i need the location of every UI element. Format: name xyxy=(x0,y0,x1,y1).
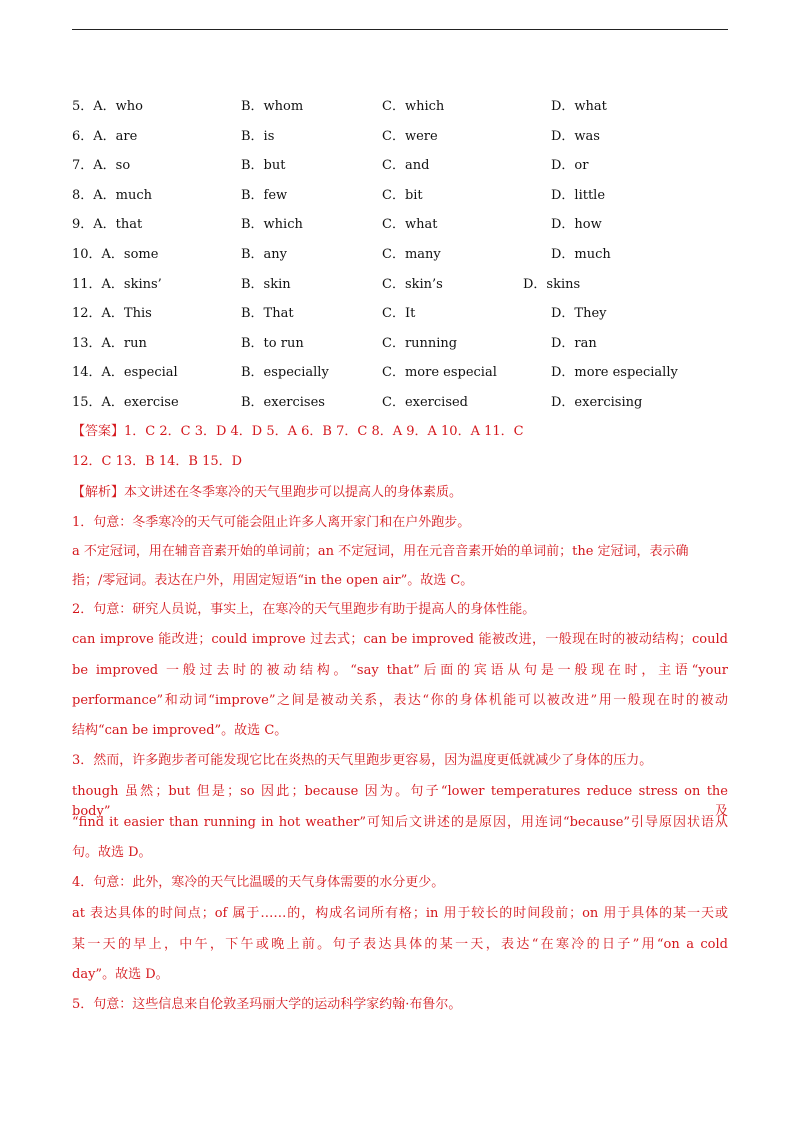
q2-meaning: 2．句意：研究人员说，事实上，在寒冷的天气里跑步有助于提高人的身体性能。 xyxy=(72,602,536,617)
option-row-9 xyxy=(72,210,728,240)
option-b: B．That xyxy=(241,306,294,322)
option-a: 8．A．much xyxy=(72,187,153,203)
analysis-intro: 【解析】本文讲述在冬季寒冷的天气里跑步可以提高人的身体素质。 xyxy=(72,485,463,500)
option-b: B．but xyxy=(241,158,286,174)
option-d: D．They xyxy=(551,306,607,322)
option-b: B．which xyxy=(241,217,303,233)
option-b: B．few xyxy=(241,187,288,203)
option-row-8 xyxy=(72,181,728,211)
option-d: D．ran xyxy=(551,335,597,351)
option-c: C．and xyxy=(382,158,430,174)
option-d: D．or xyxy=(551,158,589,174)
option-a: 6．A．are xyxy=(72,128,138,144)
answer-line-2: 12．C 13．B 14．B 15．D xyxy=(72,454,243,469)
q3-explain-1: though 虽然；but 但是；so 因此；because 因为。句子“lower temperatures reduce stress on the body”及 xyxy=(72,784,728,819)
option-b: B．to run xyxy=(241,335,304,351)
option-a: 13．A．run xyxy=(72,335,147,351)
option-row-6 xyxy=(72,122,728,152)
option-c: C．which xyxy=(382,99,445,114)
option-b: B．skin xyxy=(241,276,291,292)
options-list xyxy=(72,92,728,418)
option-row-13 xyxy=(72,329,728,359)
q4-explain-2: 某一天的早上，中午，下午或晚上前。句子表达具体的某一天，表达“在寒冷的日子”用“on a cold xyxy=(72,937,728,952)
q3-meaning: 3．然而，许多跑步者可能发现它比在炎热的天气里跑步更容易，因为温度更低就减少了身体的压力。 xyxy=(72,753,653,768)
q4-meaning: 4．句意：此外，寒冷的天气比温暖的天气身体需要的水分更少。 xyxy=(72,875,445,890)
option-c: C．were xyxy=(382,128,438,144)
answer-line-1: 【答案】1．C 2．C 3．D 4．D 5．A 6．B 7．C 8．A 9．A 10．A 11．C xyxy=(72,424,524,439)
q2-explain-3: performance”和动词“improve”之间是被动关系，表达“你的身体机能可以被改进”用一般现在时的被动 xyxy=(72,693,728,708)
option-a: 12．A．This xyxy=(72,306,152,322)
option-c: C．skin’s xyxy=(382,276,443,292)
option-b: B．whom xyxy=(241,99,304,114)
option-d: D．was xyxy=(551,128,600,144)
q2-explain-1: can improve 能改进；could improve 过去式；can be improved 能被改进，一般现在时的被动结构；could xyxy=(72,632,728,647)
option-d: D．exercising xyxy=(551,394,643,410)
option-a: 9．A．that xyxy=(72,217,143,233)
option-a: 14．A．especial xyxy=(72,365,178,381)
option-row-12 xyxy=(72,299,728,329)
option-d: D．skins xyxy=(523,276,581,292)
option-d: D．little xyxy=(551,187,606,203)
option-c: C．exercised xyxy=(382,394,469,410)
option-row-15 xyxy=(72,388,728,418)
header-rule xyxy=(72,29,728,30)
option-d: D．what xyxy=(551,99,607,114)
option-c: C．bit xyxy=(382,187,423,203)
option-row-5 xyxy=(72,92,728,122)
q1-explain-1: a 不定冠词，用在辅音音素开始的单词前；an 不定冠词，用在元音音素开始的单词前；the 定冠词，表示确 xyxy=(72,544,689,559)
option-b: B．is xyxy=(241,128,275,144)
q2-explain-2: be improved 一般过去时的被动结构。“say that”后面的宾语从句是一般现在时，主语“your xyxy=(72,663,728,678)
option-c: C．more especial xyxy=(382,365,497,381)
q3-explain-3: 句。故选 D。 xyxy=(72,845,152,860)
option-c: C．what xyxy=(382,217,438,233)
q1-meaning: 1．句意：冬季寒冷的天气可能会阻止许多人离开家门和在户外跑步。 xyxy=(72,515,471,530)
q4-explain-3: day”。故选 D。 xyxy=(72,967,169,982)
option-c: C．many xyxy=(382,246,441,262)
option-a: 15．A．exercise xyxy=(72,394,179,410)
q4-explain-1: at 表达具体的时间点；of 属于……的，构成名词所有格；in 用于较长的时间段前；on 用于具体的某一天或 xyxy=(72,906,728,921)
option-c: C．running xyxy=(382,335,458,351)
option-b: B．any xyxy=(241,246,288,262)
option-row-11 xyxy=(72,270,728,300)
q3-explain-2: “find it easier than running in hot weather”可知后文讲述的是原因，用连词“because”引导原因状语从 xyxy=(72,815,728,830)
q2-explain-4: 结构“can be improved”。故选 C。 xyxy=(72,723,288,738)
option-a: 5．A．who xyxy=(72,99,143,114)
option-d: D．more especially xyxy=(551,365,678,381)
option-row-10 xyxy=(72,240,728,270)
q1-explain-2: 指；/零冠词。表达在户外，用固定短语“in the open air”。故选 C。 xyxy=(72,573,474,588)
option-d: D．much xyxy=(551,246,611,262)
option-d: D．how xyxy=(551,217,602,233)
option-row-7 xyxy=(72,151,728,181)
option-a: 7．A．so xyxy=(72,158,131,174)
option-a: 10．A．some xyxy=(72,246,159,262)
option-a: 11．A．skins’ xyxy=(72,276,162,292)
q5-meaning: 5．句意：这些信息来自伦敦圣玛丽大学的运动科学家约翰·布鲁尔。 xyxy=(72,997,462,1012)
option-row-14 xyxy=(72,358,728,388)
option-c: C．It xyxy=(382,306,416,322)
option-b: B．especially xyxy=(241,365,329,381)
option-b: B．exercises xyxy=(241,394,325,410)
